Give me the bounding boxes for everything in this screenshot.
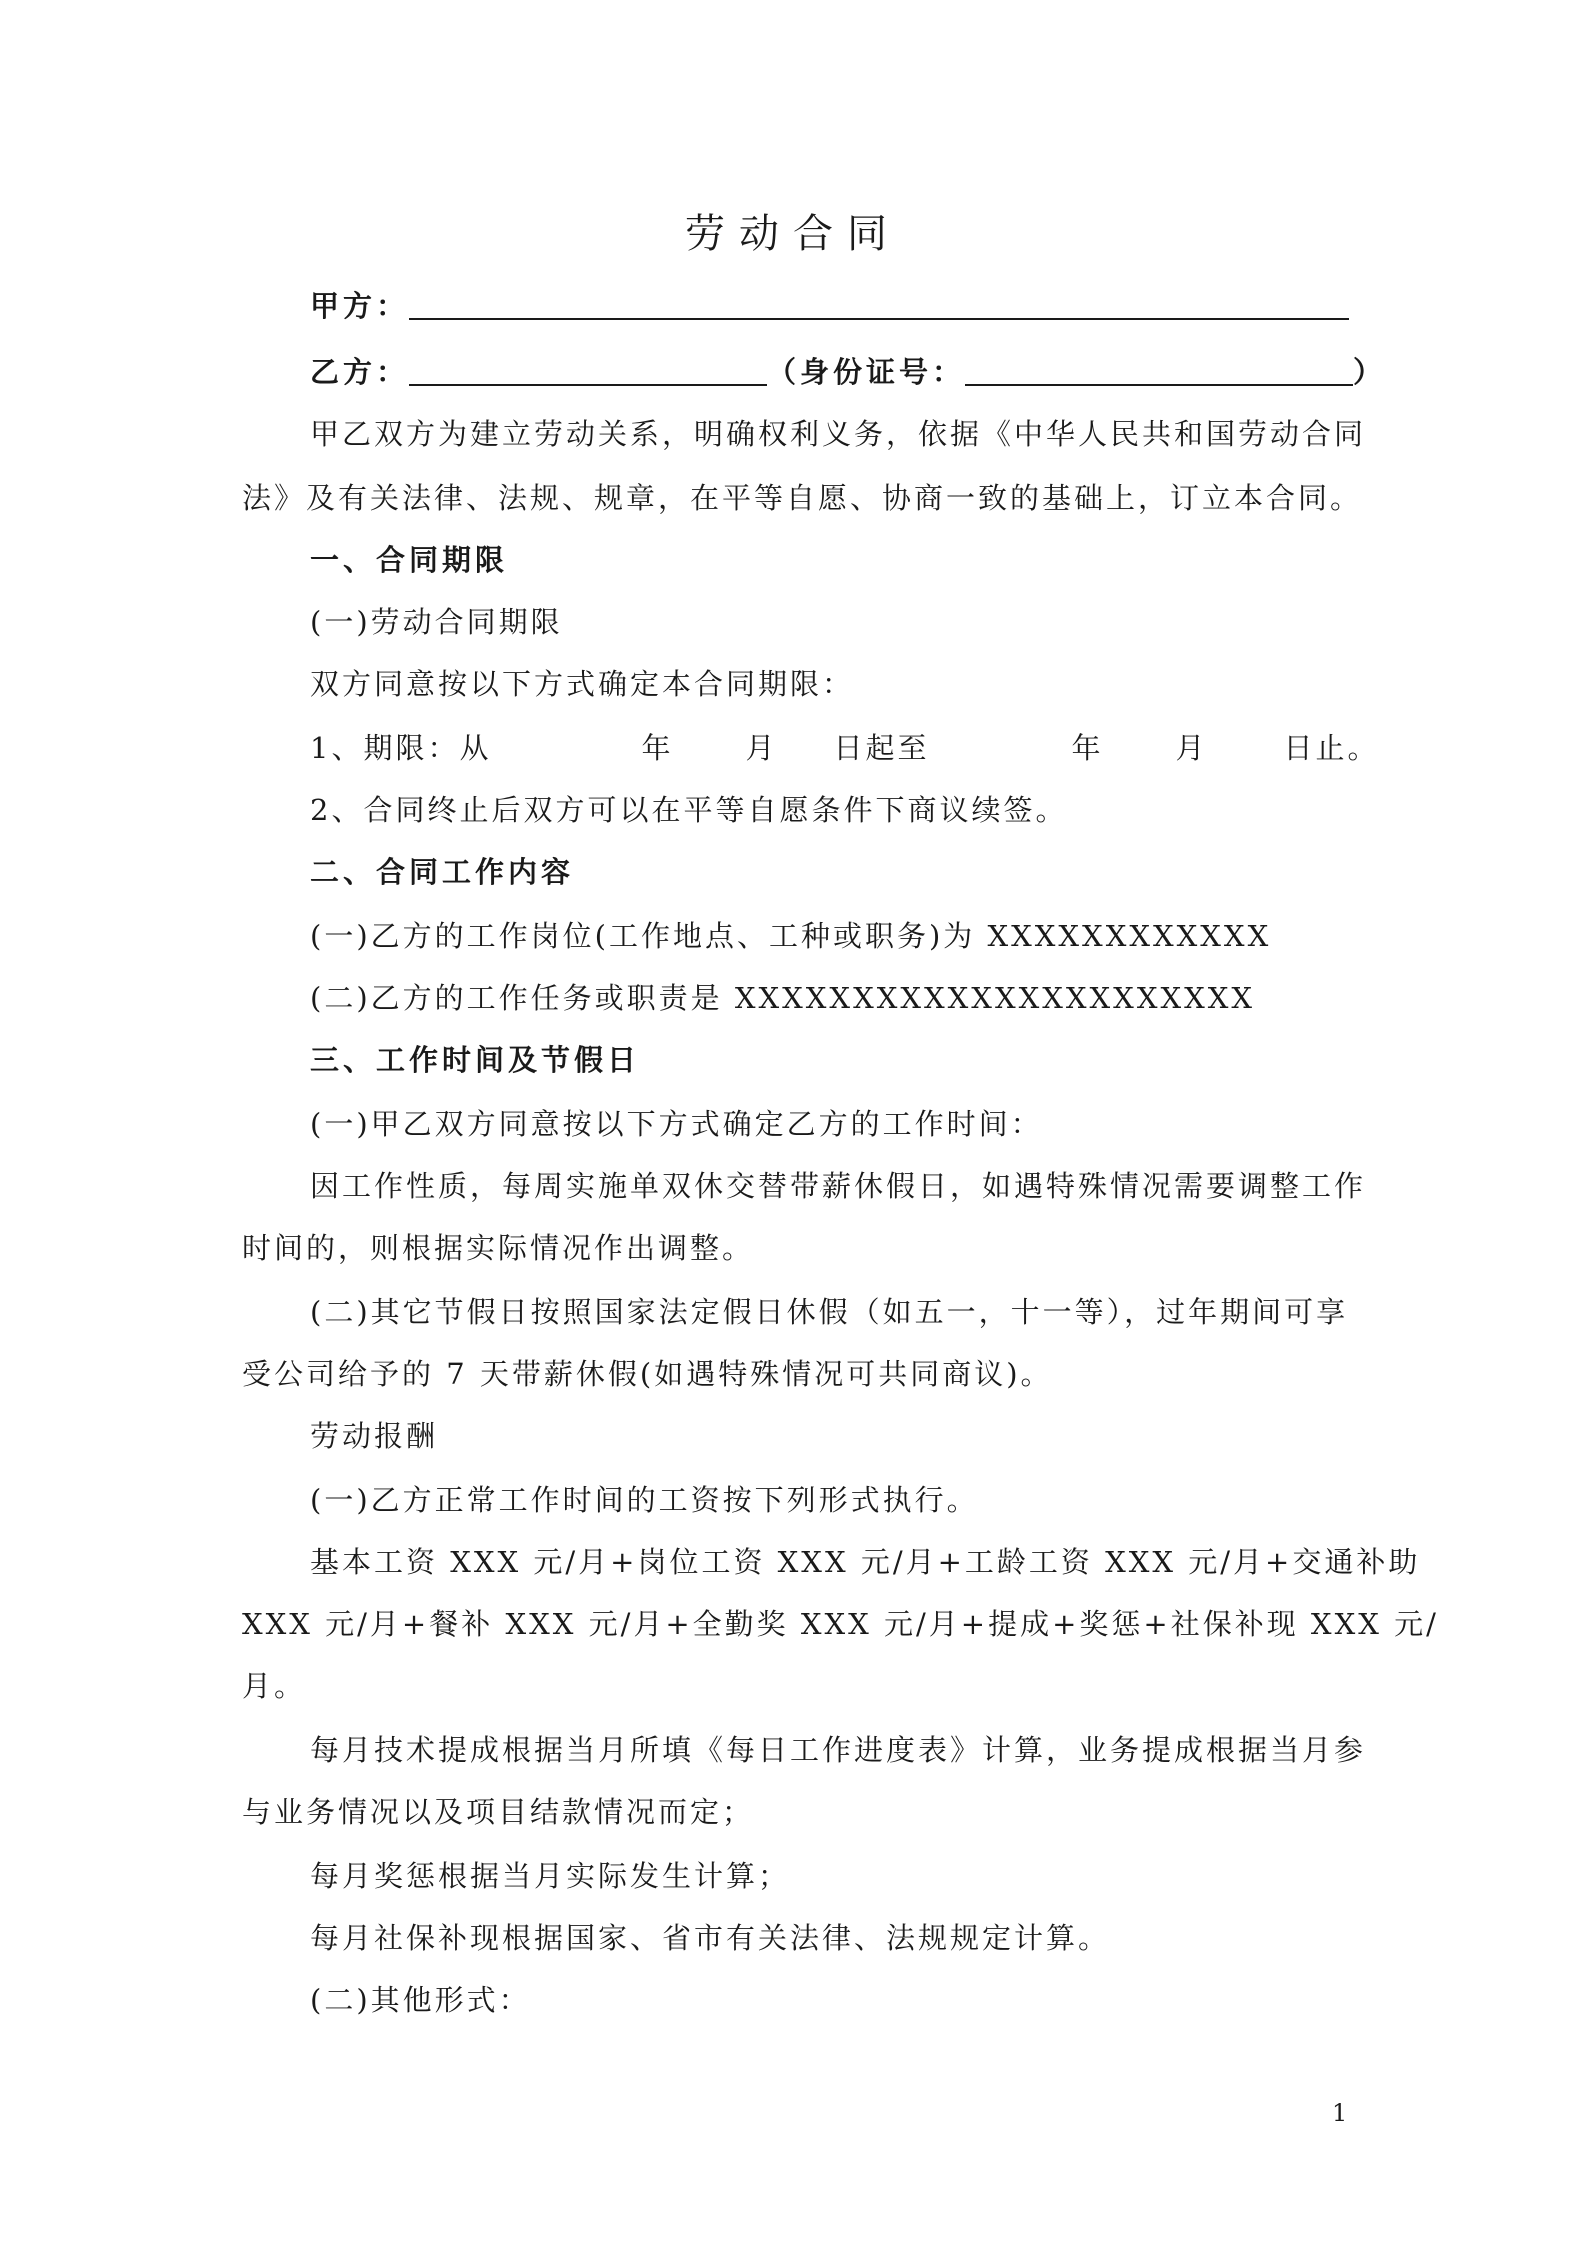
- section3-item1: (一)甲乙双方同意按以下方式确定乙方的工作时间：: [310, 1107, 1043, 1141]
- commission-line-2: 与业务情况以及项目结款情况而定；: [242, 1795, 755, 1829]
- section1-term: [310, 728, 1420, 768]
- section1-renew: 2、合同终止后双方可以在平等自愿条件下商议续签。: [310, 793, 1068, 827]
- party-a-label: 甲方：: [310, 289, 410, 323]
- party-b-blank[interactable]: [409, 354, 767, 386]
- preamble-line-1: 甲乙双方为建立劳动关系，明确权利义务，依据《中华人民共和国劳动合同: [310, 417, 1367, 451]
- page-number: 1: [1332, 2099, 1348, 2127]
- section3-p2-line1: (二)其它节假日按照国家法定假日休假（如五一，十一等），过年期间可享: [310, 1295, 1349, 1329]
- section4-heading: 劳动报酬: [310, 1419, 439, 1453]
- social-line: 每月社保补现根据国家、省市有关法律、法规规定计算。: [310, 1921, 1111, 1955]
- term-year2: 年: [1071, 731, 1104, 765]
- section2-heading: 二、合同工作内容: [310, 855, 575, 889]
- section3-p1-line2: 时间的，则根据实际情况作出调整。: [242, 1231, 755, 1265]
- party-b-line: [310, 352, 1420, 392]
- party-b-label: 乙方：: [310, 355, 410, 389]
- salary-line-1: 基本工资 XXX 元/月+岗位工资 XXX 元/月+工龄工资 XXX 元/月+交通补助: [310, 1545, 1421, 1579]
- term-prefix: 1、期限：从: [310, 731, 492, 765]
- party-b-id-label: （身份证号：: [767, 355, 966, 389]
- section3-heading: 三、工作时间及节假日: [310, 1043, 641, 1077]
- section1-heading: 一、合同期限: [310, 543, 509, 577]
- term-start-day: 日起至: [833, 731, 930, 765]
- section4-item2: (二)其他形式：: [310, 1983, 531, 2017]
- commission-line-1: 每月技术提成根据当月所填《每日工作进度表》计算，业务提成根据当月参: [310, 1733, 1367, 1767]
- party-a-blank[interactable]: [409, 288, 1349, 320]
- section2-item1: (一)乙方的工作岗位(工作地点、工种或职务)为 XXXXXXXXXXXX: [310, 919, 1272, 953]
- section2-item2: (二)乙方的工作任务或职责是 XXXXXXXXXXXXXXXXXXXXXX: [310, 981, 1256, 1015]
- section4-item1: (一)乙方正常工作时间的工资按下列形式执行。: [310, 1483, 979, 1517]
- term-end-day: 日止。: [1283, 731, 1380, 765]
- party-b-close: ）: [1353, 355, 1387, 389]
- salary-line-3: 月。: [242, 1669, 307, 1703]
- term-month: 月: [745, 731, 778, 765]
- bonus-line: 每月奖惩根据当月实际发生计算；: [310, 1859, 791, 1893]
- section1-intro: 双方同意按以下方式确定本合同期限：: [310, 667, 855, 701]
- document-title: 劳动合同: [685, 211, 901, 257]
- section3-p2-line2: 受公司给予的 7 天带薪休假(如遇特殊情况可共同商议)。: [242, 1357, 1053, 1391]
- salary-line-2: XXX 元/月+餐补 XXX 元/月+全勤奖 XXX 元/月+提成+奖惩+社保补现 XXX 元/: [242, 1607, 1439, 1641]
- term-year: 年: [641, 731, 674, 765]
- party-b-id-blank[interactable]: [965, 354, 1353, 386]
- preamble-line-2: 法》及有关法律、法规、规章，在平等自愿、协商一致的基础上，订立本合同。: [242, 481, 1363, 515]
- section3-p1-line1: 因工作性质，每周实施单双休交替带薪休假日，如遇特殊情况需要调整工作: [310, 1169, 1367, 1203]
- party-a-line: [310, 286, 1420, 326]
- section1-sub1: (一)劳动合同期限: [310, 605, 563, 639]
- term-month2: 月: [1175, 731, 1208, 765]
